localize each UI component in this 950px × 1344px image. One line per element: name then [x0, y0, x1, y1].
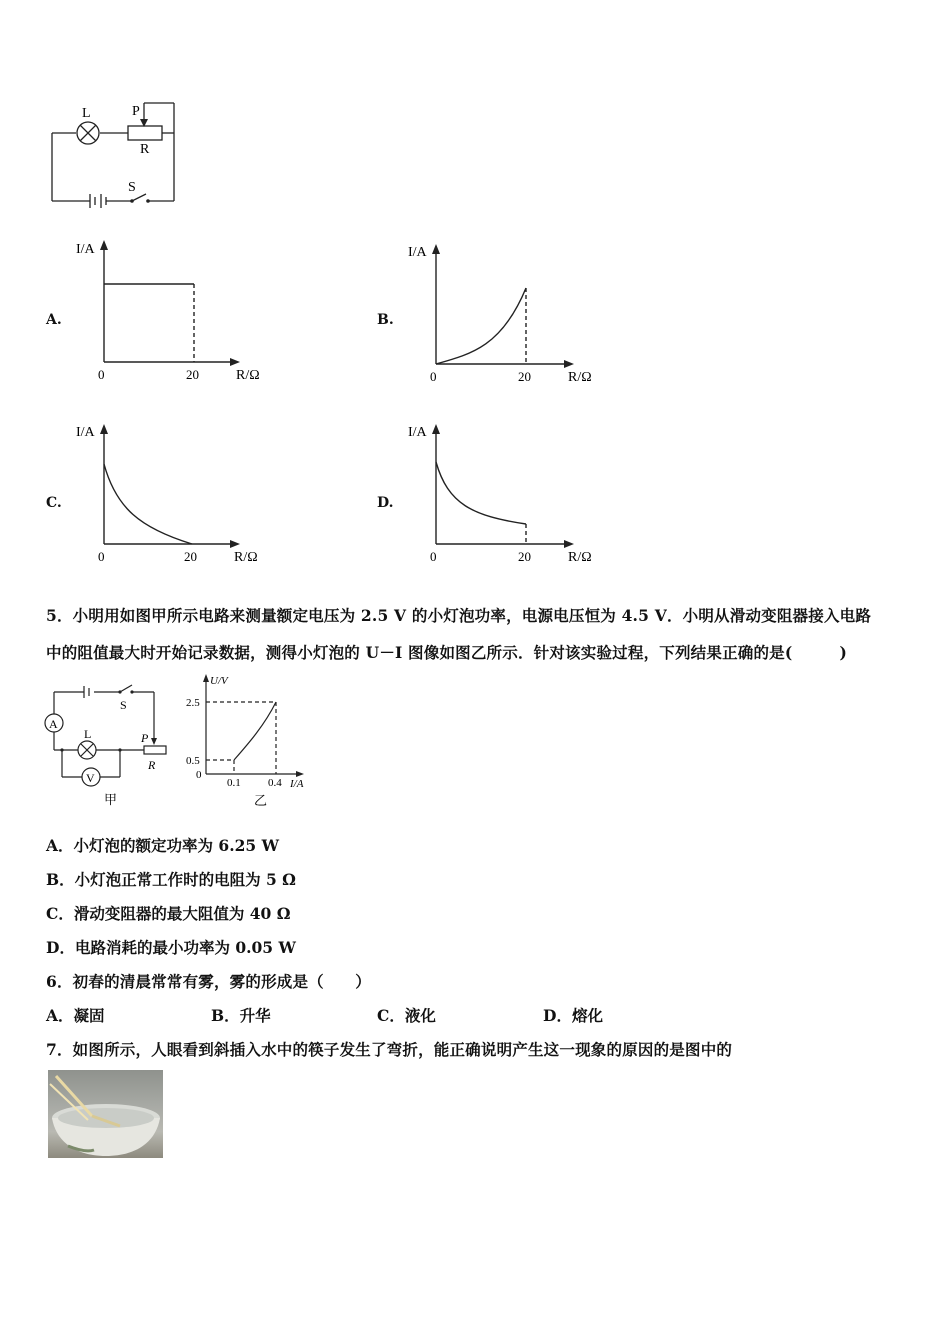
graph-option-b-label: B. [377, 312, 394, 328]
y-tick-label: 0.5 [186, 755, 200, 767]
origin-label: 0 [430, 549, 437, 564]
x-tick-label: 20 [186, 367, 199, 382]
origin-label: 0 [98, 549, 105, 564]
origin-label: 0 [196, 769, 202, 781]
graph-option-d-label: D. [377, 495, 394, 511]
ammeter-label: A [49, 717, 58, 731]
resistor-label: R [140, 142, 150, 157]
x-tick-label: 20 [518, 549, 531, 564]
circuit-diagram-jia [40, 680, 180, 812]
y-axis-label: I/A [408, 245, 427, 260]
graph-option-d [402, 418, 612, 568]
x-tick-label: 0.4 [268, 777, 282, 789]
q6-option-a[interactable]: A．凝固 [46, 1006, 105, 1025]
x-tick-label: 20 [184, 549, 197, 564]
chopstick-bowl-photo [48, 1070, 163, 1158]
figure-caption: 甲 [104, 792, 118, 807]
x-axis-label: R/Ω [568, 370, 592, 385]
q5-option-c[interactable]: C．滑动变阻器的最大阻值为 40 Ω [46, 904, 291, 923]
origin-label: 0 [98, 367, 105, 382]
slider-label: P [141, 731, 149, 745]
resistor-label: R [148, 758, 156, 772]
lamp-label: L [84, 727, 92, 741]
x-tick-label: 20 [518, 369, 531, 384]
q6-option-b[interactable]: B．升华 [211, 1006, 271, 1025]
voltmeter-label: V [86, 771, 95, 785]
y-axis-label: I/A [76, 242, 95, 257]
graph-option-c [70, 418, 280, 568]
q5-option-d[interactable]: D．电路消耗的最小功率为 0.05 W [46, 938, 296, 957]
graph-option-c-label: C. [46, 495, 62, 511]
q6-stem: 6．初春的清晨常常有雾，雾的形成是（ ） [46, 972, 371, 991]
x-axis-label: R/Ω [236, 368, 260, 383]
switch-label: S [120, 698, 127, 712]
x-axis-label: R/Ω [568, 550, 592, 565]
y-axis-label: I/A [408, 425, 427, 440]
graph-option-b [402, 236, 612, 386]
graph-option-a [70, 236, 280, 386]
q7-stem: 7．如图所示，人眼看到斜插入水中的筷子发生了弯折，能正确说明产生这一现象的原因的是图中的 [46, 1040, 733, 1059]
figure-caption: 乙 [254, 793, 268, 808]
y-axis-label: I/A [76, 425, 95, 440]
lamp-label: L [82, 106, 91, 121]
y-axis-label: U/V [210, 675, 228, 687]
ui-graph-yi [182, 670, 322, 812]
rheostat-symbol [128, 126, 162, 140]
y-tick-label: 2.5 [186, 697, 200, 709]
x-tick-label: 0.1 [227, 777, 241, 789]
q6-option-d[interactable]: D．熔化 [543, 1006, 603, 1025]
circuit-diagram-q4 [40, 95, 190, 215]
q5-stem-line2: 中的阻值最大时开始记录数据，测得小灯泡的 U－I 图像如图乙所示．针对该实验过程，下列结果正确的是( ) [46, 643, 848, 662]
q5-option-b[interactable]: B．小灯泡正常工作时的电阻为 5 Ω [46, 870, 296, 889]
switch-label: S [128, 180, 136, 195]
slider-label: P [132, 104, 140, 119]
origin-label: 0 [430, 369, 437, 384]
q6-option-c[interactable]: C．液化 [377, 1006, 436, 1025]
q5-option-a[interactable]: A．小灯泡的额定功率为 6.25 W [46, 836, 279, 855]
rheostat-symbol [144, 746, 166, 754]
q5-stem-line1: 5．小明用如图甲所示电路来测量额定电压为 2.5 V 的小灯泡功率，电源电压恒为 4.5 V．小明从滑动变阻器接入电路 [46, 606, 872, 625]
x-axis-label: I/A [290, 778, 304, 790]
graph-option-a-label: A. [46, 312, 62, 328]
x-axis-label: R/Ω [234, 550, 258, 565]
